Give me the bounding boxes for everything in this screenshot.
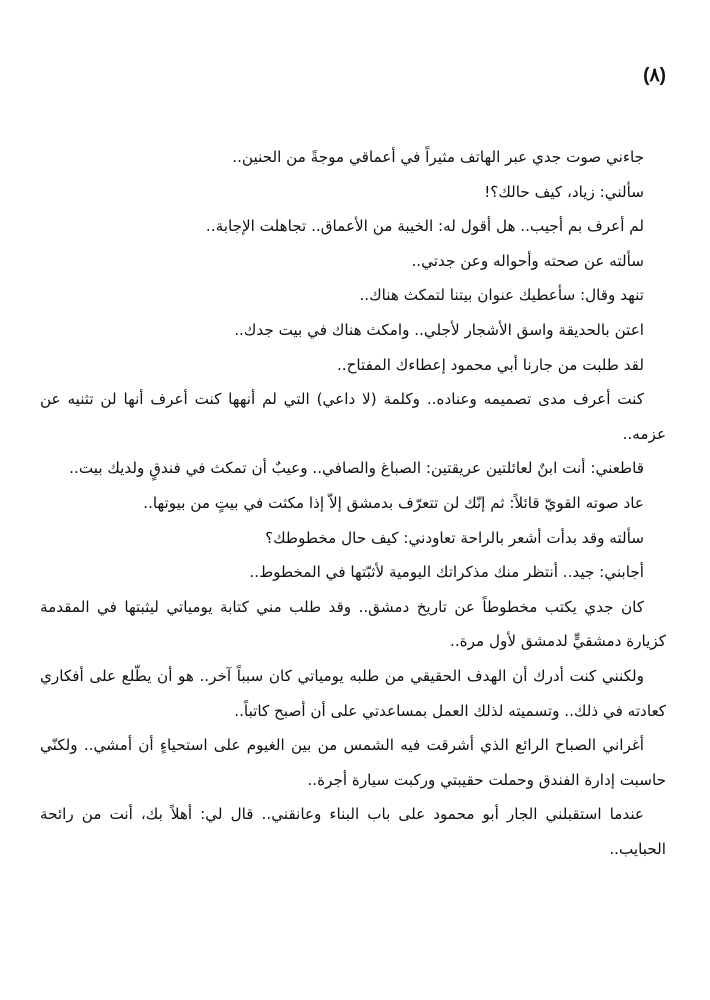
page-number: (٨) [643, 65, 666, 86]
paragraph: لقد طلبت من جارنا أبي محمود إعطاءك المفتاح.. [336, 355, 644, 374]
paragraph: عاد صوته القويّ قائلاً: ثم إنّك لن تتعرّف بدمشق إلاّ إذا مكثت في بيتٍ من بيوتها.. [143, 493, 644, 512]
paragraph: سألني: زياد، كيف حالك؟! [484, 182, 644, 201]
paragraph: أجابني: جيد.. أنتظر منك مذكراتك اليومية لأثبّتها في المخطوط.. [249, 563, 644, 582]
paragraph: اعتن بالحديقة واسق الأشجار لأجلي.. وامكث هناك في بيت جدك.. [234, 320, 644, 339]
paragraph: عندما استقبلني الجار أبو محمود على باب البناء وعانقني.. قال لي: أهلاً بك، أنت من رائحة الحبايب.. [40, 805, 666, 858]
paragraph: قاطعني: أنت ابنٌ لعائلتين عريقتين: الصباغ والصافي.. وعيبٌ أن تمكث في فندقٍ ولديك بيت.. [69, 459, 644, 478]
paragraph: كان جدي يكتب مخطوطاً عن تاريخ دمشق.. وقد طلب مني كتابة يومياتي ليثبتها في المقدمة كزيارة دمشقيٍّ لدمشق لأول مرة.. [40, 597, 666, 651]
paragraph: ولكنني كنت أدرك أن الهدف الحقيقي من طلبه يومياتي كان سبباً آخر.. هو أن يطّلع على أفكاري كعادته في ذلك.. وتسميته لذلك العمل بمساعدتي على أن أصبح كاتباً.. [40, 666, 666, 720]
paragraph: أغراني الصباح الرائع الذي أشرقت فيه الشمس من بين الغيوم على استحياءٍ أن أمشي.. ولكنّي حاسبت إدارة الفندق وحملت حقيبتي وركبت سيارة أجرة.. [40, 736, 666, 789]
paragraph: لم أعرف بم أجيب.. هل أقول له: الخيبة من الأعماق.. تجاهلت الإجابة.. [205, 217, 644, 236]
paragraph: تنهد وقال: سأعطيك عنوان بيتنا لتمكث هناك.. [359, 286, 644, 305]
paragraph: كنت أعرف مدى تصميمه وعناده.. وكلمة (لا داعي) التي لم أنهها كنت أعرف أنها لن تثنيه عن عزمه.. [40, 390, 666, 443]
body-text [40, 140, 666, 866]
paragraph: سألته عن صحته وأحواله وعن جدتي.. [411, 251, 644, 270]
paragraph: جاءني صوت جدي عبر الهاتف مثيراً في أعماقي موجةً من الحنين.. [232, 148, 644, 166]
paragraph: سألته وقد بدأت أشعر بالراحة تعاودني: كيف حال مخطوطك؟ [265, 528, 644, 547]
